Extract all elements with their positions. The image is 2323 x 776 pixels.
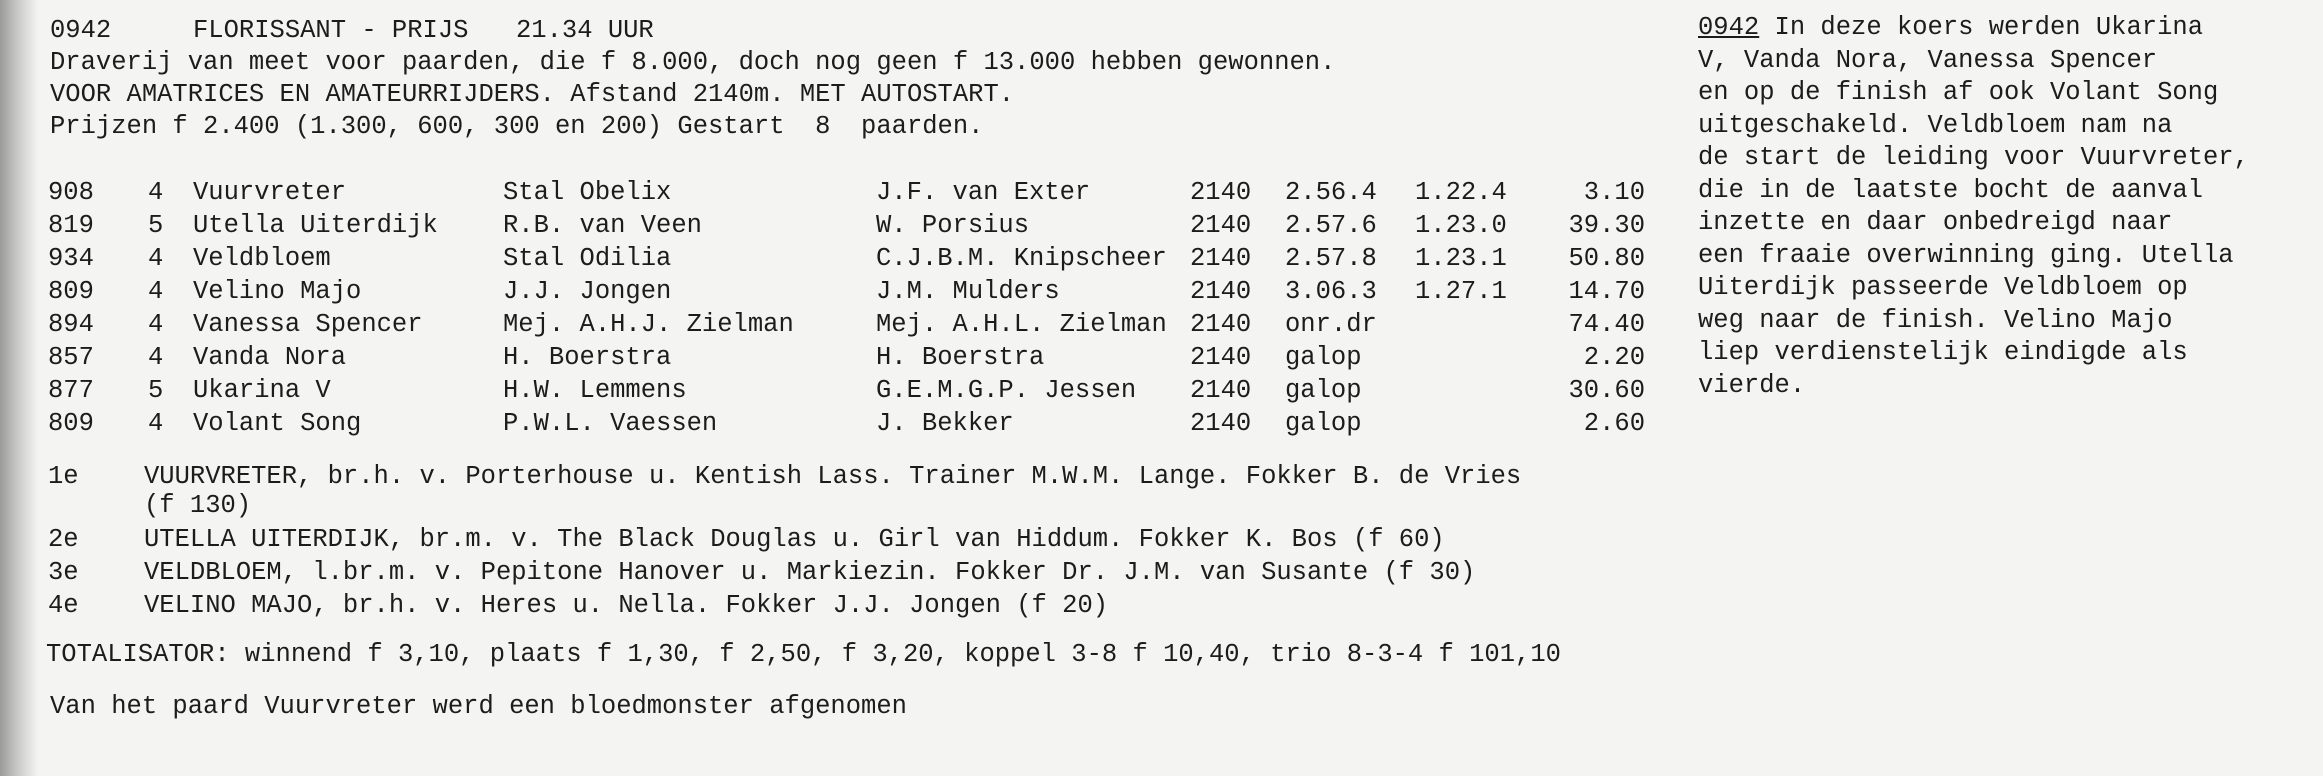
- placing-text: VELINO MAJO, br.h. v. Heres u. Nella. Fokker J.J. Jongen (f 20): [144, 591, 1109, 620]
- distance: 2140: [1190, 376, 1252, 405]
- distance: 2140: [1190, 277, 1252, 306]
- entry-number: 908: [48, 178, 94, 207]
- odds: 2.60: [1583, 409, 1645, 438]
- driver: C.J.B.M. Knipscheer: [876, 244, 1167, 273]
- distance: 2140: [1190, 343, 1252, 372]
- commentary-line: V, Vanda Nora, Vanessa Spencer: [1698, 45, 2158, 75]
- entry-number: 877: [48, 376, 94, 405]
- finish-time: onr.dr: [1285, 310, 1377, 339]
- placing-label: 3e: [48, 558, 79, 587]
- driver: Mej. A.H.L. Zielman: [876, 310, 1167, 339]
- driver: W. Porsius: [876, 211, 1030, 240]
- owner: Stal Obelix: [503, 178, 672, 207]
- horse-age: 4: [148, 343, 164, 372]
- commentary-line: 0942 In deze koers werden Ukarina: [1698, 13, 2203, 42]
- finish-time: galop: [1285, 409, 1362, 438]
- km-time: 1.23.0: [1415, 211, 1507, 240]
- race-prizes: Prijzen f 2.400 (1.300, 600, 300 en 200) Gestart 8 paarden.: [50, 112, 984, 141]
- horse-name: Vanda Nora: [193, 343, 347, 372]
- entry-number: 819: [48, 211, 94, 240]
- commentary-line: die in de laatste bocht de aanval: [1698, 175, 2203, 205]
- entry-number: 894: [48, 310, 94, 339]
- placing-label: 4e: [48, 591, 79, 620]
- finish-time: 3.06.3: [1285, 277, 1377, 306]
- totalisator: TOTALISATOR: winnend f 3,10, plaats f 1,30, f 2,50, f 3,20, koppel 3-8 f 10,40, trio 8-3-4 f 101,10: [46, 640, 1561, 669]
- distance: 2140: [1190, 178, 1252, 207]
- km-time: 1.23.1: [1415, 244, 1507, 273]
- odds: 3.10: [1583, 178, 1645, 207]
- finish-time: galop: [1285, 376, 1362, 405]
- odds: 74.40: [1568, 310, 1645, 339]
- placing-text-continued: (f 130): [144, 491, 252, 520]
- driver: H. Boerstra: [876, 343, 1045, 372]
- odds: 39.30: [1568, 211, 1645, 240]
- owner: H. Boerstra: [503, 343, 672, 372]
- finish-time: 2.57.6: [1285, 211, 1377, 240]
- page-edge-shadow: [0, 0, 38, 776]
- footer-note: Van het paard Vuurvreter werd een bloedmonster afgenomen: [50, 692, 907, 721]
- km-time: 1.22.4: [1415, 178, 1507, 207]
- horse-name: Vuurvreter: [193, 178, 347, 207]
- horse-age: 4: [148, 244, 164, 273]
- commentary-line: liep verdienstelijk eindigde als: [1698, 338, 2188, 367]
- km-time: 1.27.1: [1415, 277, 1507, 306]
- commentary-line: weg naar de finish. Velino Majo: [1698, 305, 2173, 335]
- horse-name: Veldbloem: [193, 244, 331, 273]
- odds: 50.80: [1568, 244, 1645, 273]
- race-number: 0942: [50, 16, 112, 45]
- distance: 2140: [1190, 244, 1252, 273]
- distance: 2140: [1190, 310, 1252, 339]
- horse-name: Ukarina V: [193, 376, 331, 405]
- horse-age: 5: [148, 211, 164, 240]
- entry-number: 934: [48, 244, 94, 273]
- driver: G.E.M.G.P. Jessen: [876, 376, 1137, 405]
- owner: P.W.L. Vaessen: [503, 409, 718, 438]
- placing-text: VUURVRETER, br.h. v. Porterhouse u. Kentish Lass. Trainer M.W.M. Lange. Fokker B. de Vries: [144, 462, 1522, 491]
- horse-age: 5: [148, 376, 164, 405]
- horse-name: Velino Majo: [193, 277, 362, 306]
- owner: Stal Odilia: [503, 244, 672, 273]
- placing-text: VELDBLOEM, l.br.m. v. Pepitone Hanover u. Markiezin. Fokker Dr. J.M. van Susante (f 30): [144, 558, 1476, 587]
- commentary-line: inzette en daar onbedreigd naar: [1698, 208, 2173, 237]
- distance: 2140: [1190, 409, 1252, 438]
- driver: J.M. Mulders: [876, 277, 1060, 306]
- finish-time: 2.56.4: [1285, 178, 1377, 207]
- odds: 30.60: [1568, 376, 1645, 405]
- odds: 2.20: [1583, 343, 1645, 372]
- finish-time: galop: [1285, 343, 1362, 372]
- commentary-line: en op de finish af ook Volant Song: [1698, 78, 2219, 107]
- race-name: FLORISSANT - PRIJS: [193, 16, 469, 45]
- horse-name: Volant Song: [193, 409, 362, 438]
- commentary-line: Uiterdijk passeerde Veldbloem op: [1698, 273, 2188, 302]
- commentary-line: de start de leiding voor Vuurvreter,: [1698, 143, 2249, 172]
- race-category: VOOR AMATRICES EN AMATEURRIJDERS. Afstand 2140m. MET AUTOSTART.: [50, 80, 1015, 109]
- distance: 2140: [1190, 211, 1252, 240]
- placing-text: UTELLA UITERDIJK, br.m. v. The Black Douglas u. Girl van Hiddum. Fokker K. Bos (f 60): [144, 525, 1445, 554]
- commentary-line: uitgeschakeld. Veldbloem nam na: [1698, 110, 2173, 140]
- entry-number: 857: [48, 343, 94, 372]
- horse-name: Utella Uiterdijk: [193, 211, 438, 240]
- driver: J.F. van Exter: [876, 178, 1091, 207]
- entry-number: 809: [48, 277, 94, 306]
- entry-number: 809: [48, 409, 94, 438]
- placing-label: 1e: [48, 462, 79, 491]
- horse-name: Vanessa Spencer: [193, 310, 423, 339]
- placing-label: 2e: [48, 525, 79, 554]
- odds: 14.70: [1568, 277, 1645, 306]
- owner: J.J. Jongen: [503, 277, 672, 306]
- owner: H.W. Lemmens: [503, 376, 687, 405]
- commentary-line: een fraaie overwinning ging. Utella: [1698, 240, 2234, 270]
- race-conditions: Draverij van meet voor paarden, die f 8.000, doch nog geen f 13.000 hebben gewonnen.: [50, 48, 1336, 77]
- owner: R.B. van Veen: [503, 211, 702, 240]
- horse-age: 4: [148, 310, 164, 339]
- horse-age: 4: [148, 409, 164, 438]
- commentary-line: vierde.: [1698, 370, 1806, 400]
- horse-age: 4: [148, 178, 164, 207]
- driver: J. Bekker: [876, 409, 1014, 438]
- owner: Mej. A.H.J. Zielman: [503, 310, 794, 339]
- commentary-race-number: 0942: [1698, 13, 1760, 42]
- horse-age: 4: [148, 277, 164, 306]
- finish-time: 2.57.8: [1285, 244, 1377, 273]
- race-time: 21.34 UUR: [516, 16, 654, 45]
